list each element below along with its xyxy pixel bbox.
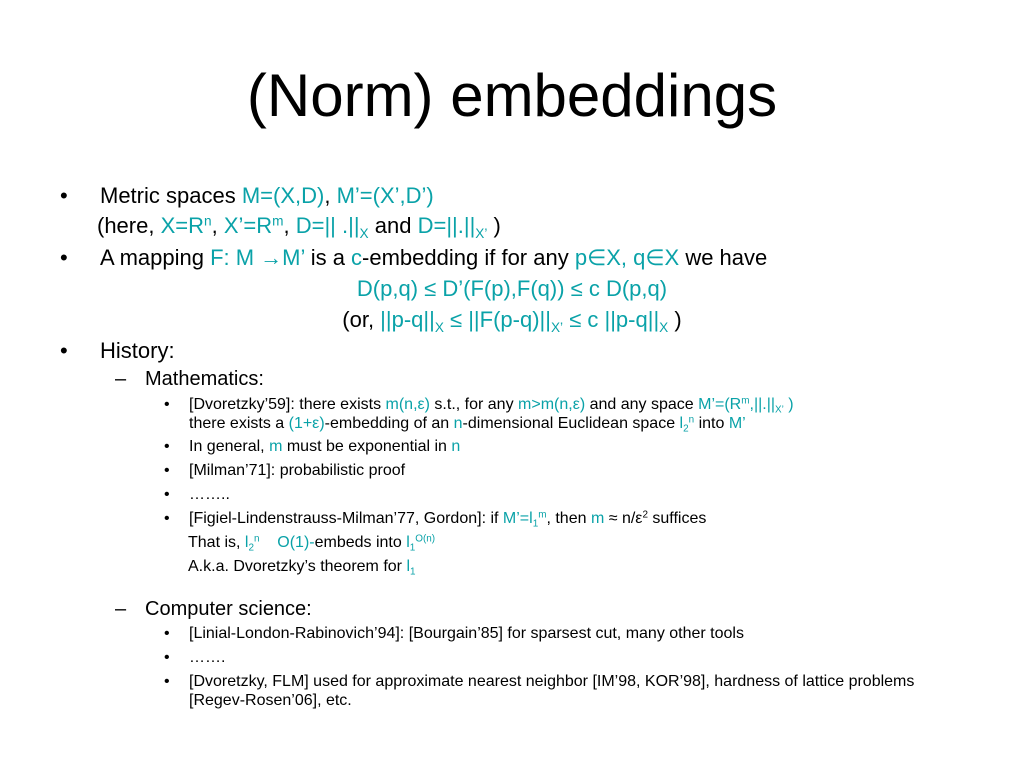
- list-item-in-general: • In general, m must be exponential in n: [164, 438, 461, 455]
- sub-heading-computer-science: [115, 597, 312, 621]
- text: Computer science:: [145, 598, 312, 620]
- math-x: $X=R^n$: [160, 213, 212, 238]
- math-m: M=(X,D): [241, 183, 325, 208]
- equation-1: D(p,q) ≤ D’(F(p),F(q)) ≤ c D(p,q): [356, 276, 668, 301]
- text: is a: [304, 245, 352, 270]
- text: Metric spaces: [100, 183, 242, 208]
- list-item-dvoretzky: • [Dvoretzky’59]: there exists m(n,ε) s.t., for any m>m(n,ε) and any space $M’=(R^m,||.||_{X’}$ ) there exists a (1+ε)-embedding of an n-dimensional Euclidean space $l_2^n$ into M’: [164, 395, 794, 435]
- list-item-dvoretzky-flm: • [Dvoretzky, FLM] used for approximate nearest neighbor [IM’98, KOR’98], hardness of lattice problems [Regev-Rosen’06], etc.: [164, 673, 915, 709]
- bullet-icon: •: [164, 438, 170, 455]
- list-item-ellipsis-2: • …….: [164, 649, 226, 666]
- text: -embedding if for any: [362, 245, 575, 270]
- text: A mapping: [100, 245, 211, 270]
- list-item-llr: • [Linial-London-Rabinovich’94]: [Bourgain’85] for sparsest cut, many other tools: [164, 625, 744, 642]
- bullet-icon: •: [60, 245, 68, 270]
- text: and: [368, 213, 418, 238]
- bullet-icon: •: [60, 338, 68, 363]
- math-dprime: $D=||.||_{X’}$: [417, 213, 488, 241]
- text: we have: [679, 245, 768, 270]
- bullet-icon: •: [164, 486, 170, 503]
- text: ,: [324, 183, 337, 208]
- equation-2: (or, $||p-q||_X \le ||F(p-q)||_{X’} \le c$ $||p-q||_X$ ): [342, 307, 682, 335]
- dash-icon: –: [115, 368, 127, 390]
- math-xprime: $X’=R^m$: [223, 213, 284, 238]
- math-p: p∈X, q∈X: [574, 245, 680, 270]
- list-item-milman: • [Milman’71]: probabilistic proof: [164, 462, 406, 479]
- math-f: F: M →M’: [210, 245, 305, 270]
- bullet-history: [60, 338, 175, 364]
- text: Mathematics:: [145, 368, 264, 390]
- bullet-icon: •: [164, 510, 170, 527]
- bullet-icon: •: [164, 649, 170, 666]
- slide-title: (Norm) embeddings: [246, 62, 778, 129]
- sub-heading-mathematics: [115, 367, 264, 391]
- bullet-icon: •: [164, 462, 170, 479]
- text: History:: [100, 338, 175, 363]
- bullet-mapping: [60, 245, 768, 271]
- aka-line: A.k.a. Dvoretzky’s theorem for $l_1$: [188, 558, 416, 578]
- list-item-ellipsis: • ……..: [164, 486, 230, 503]
- math-d: D=|| $.||_X$: [295, 213, 369, 241]
- bullet-icon: •: [60, 183, 68, 208]
- that-is-line: That is, $l_2^n$ O(1)-embeds into $l_1^{O(n)}$: [188, 533, 436, 554]
- bullet-metric-spaces-detail: [97, 213, 501, 239]
- math-c: c: [351, 245, 363, 270]
- text: ,: [283, 213, 296, 238]
- dash-icon: –: [115, 598, 127, 620]
- list-item-flm: • [Figiel-Lindenstrauss-Milman’77, Gordon]: if $M’=l_1^m$, then $m \approx n/\varepsilon^2$ suffices: [164, 509, 707, 530]
- bullet-icon: •: [164, 396, 170, 413]
- text: ): [487, 213, 501, 238]
- bullet-icon: •: [164, 673, 170, 690]
- text: ,: [211, 213, 224, 238]
- text: (here,: [97, 213, 161, 238]
- math-mprime: M’=(X’,D’): [336, 183, 434, 208]
- bullet-icon: •: [164, 625, 170, 642]
- bullet-metric-spaces: [60, 183, 434, 209]
